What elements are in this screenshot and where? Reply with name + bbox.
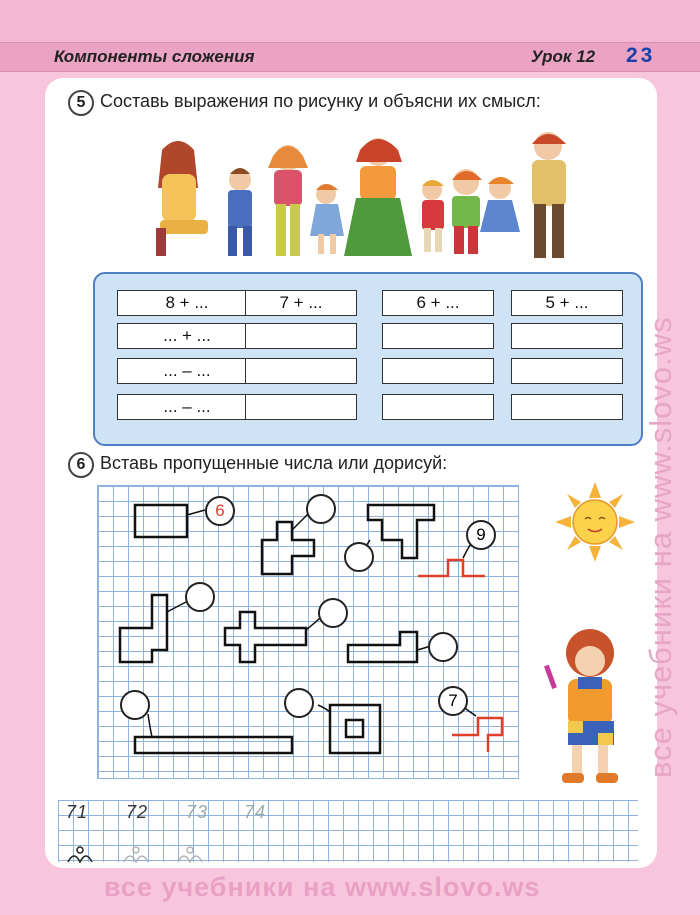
answer-circle[interactable]: [185, 582, 215, 612]
flower-ornament-icon: [66, 844, 246, 866]
figure-square-frame: [330, 705, 380, 753]
sun-icon: [555, 482, 635, 562]
handwritten-number: 74: [244, 802, 267, 822]
expression-box: ... + ...: [117, 323, 257, 349]
answer-circle[interactable]: [318, 598, 348, 628]
figure-t-shape: [368, 505, 434, 558]
connector-line: [148, 714, 152, 737]
answer-circle[interactable]: 9: [466, 520, 496, 550]
handwritten-number: 72: [126, 802, 149, 822]
connector-line: [187, 510, 205, 515]
exercise-5-instruction: Составь выражения по рисунку и объясни их смысл:: [100, 91, 541, 111]
expression-box: ... – ...: [117, 358, 257, 384]
expression-box: 5 + ...: [511, 290, 623, 316]
figure-l-shape: [120, 595, 167, 662]
expression-box: 7 + ...: [245, 290, 357, 316]
page-number: 23: [626, 44, 656, 67]
hint-corner-line: [452, 718, 502, 752]
answer-circle[interactable]: 7: [438, 686, 468, 716]
figure-cross: [262, 522, 314, 574]
bottom-watermark: все учебники на www.slovo.ws: [104, 872, 541, 902]
expression-box: 8 + ...: [117, 290, 257, 316]
answer-circle[interactable]: 6: [205, 496, 235, 526]
answer-circle[interactable]: [306, 494, 336, 524]
clown-boy-illustration: [538, 625, 628, 790]
expression-box: ... – ...: [117, 394, 257, 420]
answer-circle[interactable]: [120, 690, 150, 720]
exercise-6-instruction: Вставь пропущенные числа или дорисуй:: [100, 453, 448, 473]
side-watermark: все учебники на www.slovo.ws: [643, 316, 678, 778]
hint-step-line: [418, 560, 485, 576]
lesson-label: Урок 12: [531, 47, 596, 66]
figure-plus-bar: [225, 612, 306, 662]
handwritten-number: 71: [66, 802, 89, 822]
topic-title: Компоненты сложения: [54, 47, 255, 66]
figure-step-bar: [348, 632, 417, 662]
answer-circle[interactable]: [428, 632, 458, 662]
handwritten-number: 73: [186, 802, 209, 822]
answer-circle[interactable]: [344, 542, 374, 572]
figure-rectangle: [135, 505, 187, 537]
exercise-5-number: 5: [68, 90, 94, 116]
figure-long-bar: [135, 737, 292, 753]
connector-line: [463, 545, 470, 558]
figure-square-hole: [346, 720, 363, 737]
connector-line: [318, 705, 330, 712]
answer-circle[interactable]: [284, 688, 314, 718]
exercise-6-number: 6: [68, 452, 94, 478]
expression-box: 6 + ...: [382, 290, 494, 316]
